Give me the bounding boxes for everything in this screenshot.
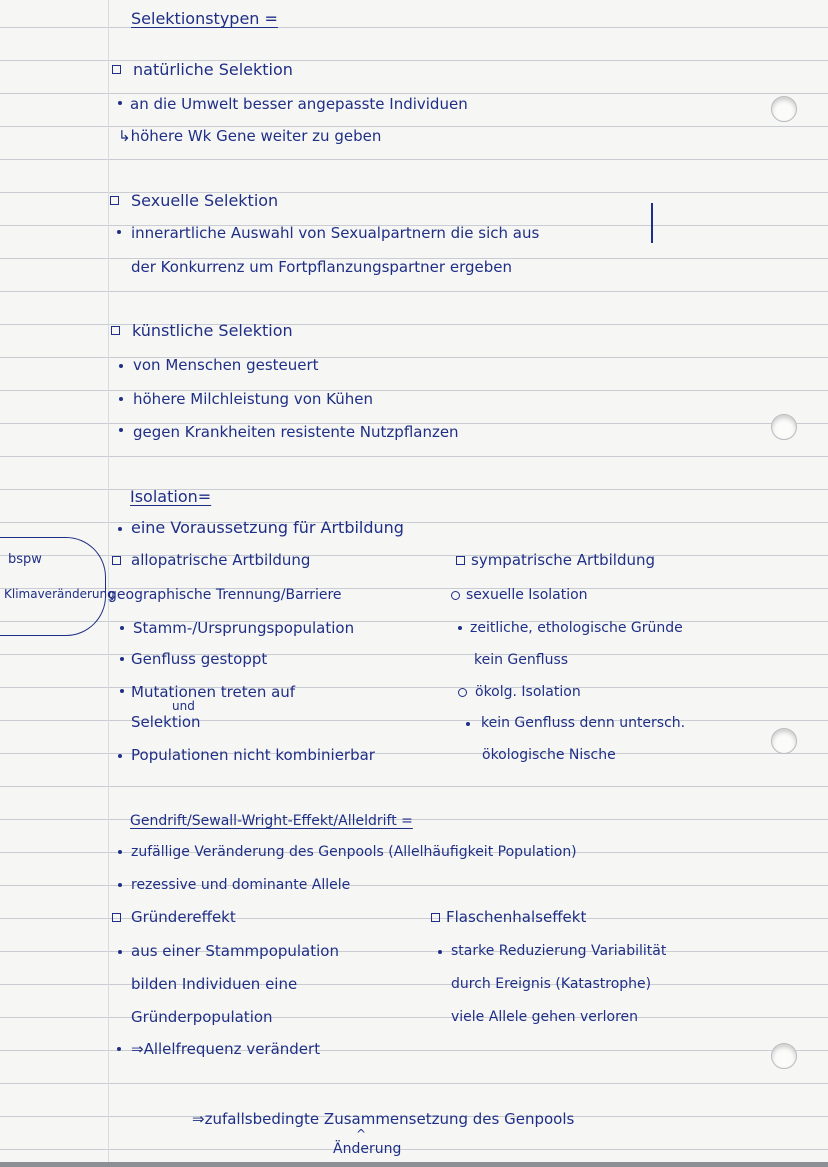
bottleneck-line: starke Reduzierung Variabilität <box>451 943 667 959</box>
bullet-icon <box>120 689 124 693</box>
punch-hole <box>771 728 797 754</box>
artificial-selection-heading: künstliche Selektion <box>132 321 293 340</box>
bullet-icon <box>117 230 121 234</box>
allopatric-item: Populationen nicht kombinierbar <box>131 746 375 764</box>
bullet-icon <box>119 397 123 401</box>
circle-bullet-icon <box>458 688 467 697</box>
allopatric-item: Selektion <box>131 713 201 731</box>
bullet-icon <box>118 850 122 854</box>
punch-hole <box>771 1043 797 1069</box>
sympatric-line: kein Genfluss <box>474 652 569 668</box>
gendrift-line: zufällige Veränderung des Genpools (Allelhäufigkeit Population) <box>131 844 577 860</box>
bullet-icon <box>120 626 124 630</box>
bullet-icon <box>117 1047 121 1051</box>
bullet-icon <box>119 428 123 432</box>
bullet-icon <box>120 657 124 661</box>
sympatric-line: ökolg. Isolation <box>475 684 581 700</box>
bullet-icon <box>118 950 122 954</box>
conclusion-caret: ^ <box>356 1127 367 1141</box>
artificial-selection-item: höhere Milchleistung von Kühen <box>133 390 374 408</box>
punch-hole <box>771 414 797 440</box>
punch-hole <box>771 96 797 122</box>
page-title: Selektionstypen = <box>131 9 278 28</box>
natural-selection-line: ↳höhere Wk Gene weiter zu geben <box>118 127 382 145</box>
artificial-selection-item: von Menschen gesteuert <box>133 356 319 374</box>
conclusion: ⇒zufallsbedingte Zusammensetzung des Genpools <box>192 1110 575 1128</box>
sympatric-line: zeitliche, ethologische Gründe <box>470 620 683 636</box>
founder-heading: Gründereffekt <box>131 908 236 926</box>
conclusion-insert: Änderung <box>333 1141 402 1157</box>
allopatric-heading: allopatrische Artbildung <box>131 551 311 569</box>
sympatric-heading: sympatrische Artbildung <box>471 551 656 569</box>
side-note: Klimaveränderung <box>4 587 115 601</box>
checkbox-icon <box>112 556 121 565</box>
isolation-heading: Isolation= <box>130 487 212 506</box>
founder-line: Gründerpopulation <box>131 1008 273 1026</box>
allopatric-line: geographische Trennung/Barriere <box>108 587 342 603</box>
bullet-icon <box>119 364 123 368</box>
founder-line: bilden Individuen eine <box>131 975 298 993</box>
checkbox-icon <box>456 556 465 565</box>
sexual-selection-line: innerartliche Auswahl von Sexualpartnern die sich aus <box>131 224 540 242</box>
gendrift-line: rezessive und dominante Allele <box>131 877 351 893</box>
pen-stroke <box>651 203 653 243</box>
gendrift-heading: Gendrift/Sewall-Wright-Effekt/Alleldrift = <box>130 813 413 829</box>
checkbox-icon <box>112 913 121 922</box>
bullet-icon <box>466 722 470 726</box>
allopatric-item: Stamm-/Ursprungspopulation <box>133 619 355 637</box>
bullet-icon <box>118 101 122 105</box>
margin-line <box>108 0 109 1167</box>
artificial-selection-item: gegen Krankheiten resistente Nutzpflanzen <box>133 423 459 441</box>
sympatric-line: sexuelle Isolation <box>466 587 588 603</box>
sympatric-line: ökologische Nische <box>482 747 616 763</box>
allopatric-item: Genfluss gestoppt <box>131 650 268 668</box>
founder-line: aus einer Stammpopulation <box>131 942 339 960</box>
bottleneck-line: viele Allele gehen verloren <box>451 1009 639 1025</box>
checkbox-icon <box>431 913 440 922</box>
founder-line: ⇒Allelfrequenz verändert <box>131 1040 321 1058</box>
checkbox-icon <box>110 196 119 205</box>
bullet-icon <box>458 626 462 630</box>
side-note: bspw <box>8 552 42 567</box>
page-edge <box>0 1162 828 1167</box>
natural-selection-heading: natürliche Selektion <box>133 60 293 79</box>
isolation-intro: eine Voraussetzung für Artbildung <box>131 518 404 537</box>
bullet-icon <box>438 950 442 954</box>
natural-selection-line: an die Umwelt besser angepasste Individuen <box>130 95 468 113</box>
bullet-icon <box>118 883 122 887</box>
sexual-selection-heading: Sexuelle Selektion <box>131 191 279 210</box>
allopatric-item: und <box>172 699 195 713</box>
circle-bullet-icon <box>451 591 460 600</box>
bullet-icon <box>118 754 122 758</box>
bottleneck-line: durch Ereignis (Katastrophe) <box>451 976 652 992</box>
checkbox-icon <box>112 65 121 74</box>
sympatric-line: kein Genfluss denn untersch. <box>481 715 686 731</box>
checkbox-icon <box>111 326 120 335</box>
allopatric-item: Mutationen treten auf <box>131 683 296 701</box>
sexual-selection-line: der Konkurrenz um Fortpflanzungspartner ergeben <box>131 258 512 276</box>
bottleneck-heading: Flaschenhalseffekt <box>446 908 587 926</box>
bullet-icon <box>118 527 122 531</box>
